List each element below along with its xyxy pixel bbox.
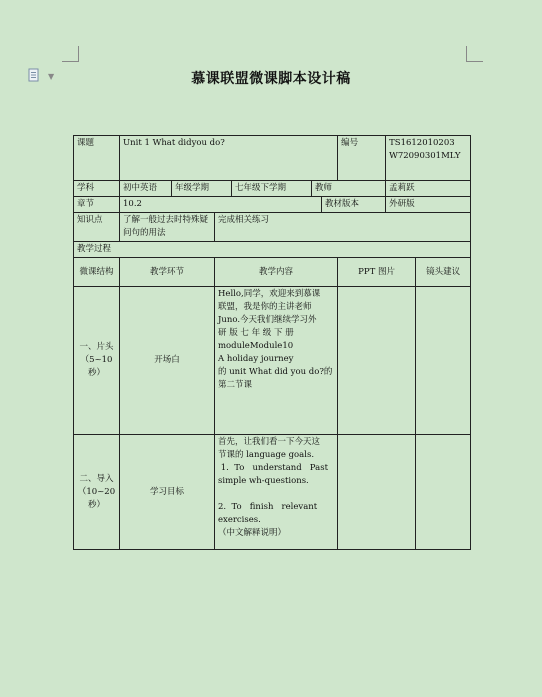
knowledge-value-1: 了解一般过去时特殊疑问句的用法 [120, 213, 215, 242]
content-line: （中文解释说明） [218, 528, 287, 538]
chevron-down-icon[interactable]: ▼ [48, 72, 55, 81]
teacher-label: 教师 [312, 181, 386, 197]
content-line: exercises. [218, 515, 261, 525]
knowledge-row [74, 213, 471, 242]
content-line: Hello,同学，欢迎来到慕课 [218, 289, 321, 299]
knowledge-value-2: 完成相关练习 [215, 213, 471, 242]
crop-mark-left-h [62, 61, 79, 62]
structure-line: （10~20 [77, 486, 116, 497]
code-value-line2: W72090301MLY [389, 151, 461, 161]
structure-line: 二、导入 [79, 473, 114, 484]
content-line: simple wh-questions. [218, 476, 309, 486]
content-line: 联盟，我是你的主讲老师 [218, 302, 312, 312]
topic-row [74, 136, 471, 181]
document-title: 慕课联盟微课脚本设计稿 [191, 71, 351, 87]
structure-line: 秒） [87, 499, 105, 510]
subject-row [74, 181, 471, 197]
content-line [218, 488, 334, 501]
knowledge-label: 知识点 [74, 213, 120, 242]
content-cell [215, 435, 338, 550]
code-label: 编号 [338, 136, 386, 181]
topic-value: Unit 1 What didyou do? [120, 136, 338, 181]
table-row [74, 435, 471, 550]
col-ppt: PPT 图片 [338, 258, 416, 287]
script-table [73, 135, 471, 550]
ppt-cell [338, 287, 416, 435]
subject-value: 初中英语 [120, 181, 172, 197]
topic-label: 课题 [74, 136, 120, 181]
code-value-line1: TS1612010203 [389, 138, 455, 148]
camera-cell [416, 435, 471, 550]
crop-mark-left-v [78, 46, 79, 62]
ppt-cell [338, 435, 416, 550]
content-line: 节课的 language goals. [218, 450, 315, 460]
table-row [74, 287, 471, 435]
chapter-value: 10.2 [120, 197, 322, 213]
grade-label: 年级学期 [172, 181, 232, 197]
crop-mark-right-v [466, 46, 467, 62]
content-line: 第二节课 [218, 380, 253, 390]
content-line: 2. To finish relevant [218, 502, 318, 512]
col-camera: 镜头建议 [416, 258, 471, 287]
content-line: 1. To understand Past [218, 463, 328, 473]
crop-mark-right-h [466, 61, 483, 62]
content-line: A holiday journey [218, 354, 294, 364]
grade-value: 七年级下学期 [232, 181, 312, 197]
chapter-row [74, 197, 471, 213]
structure-line: 秒） [87, 368, 105, 378]
step-cell: 开场白 [120, 287, 215, 435]
teacher-value: 孟莉跃 [386, 181, 471, 197]
code-value [386, 136, 471, 181]
col-structure: 微课结构 [74, 258, 120, 287]
edition-label: 教材版本 [322, 197, 386, 213]
column-header-row [74, 258, 471, 287]
process-row [74, 242, 471, 258]
content-line: 首先，让我们看一下今天这 [218, 437, 321, 447]
structure-cell [74, 435, 120, 550]
col-step: 教学环节 [120, 258, 215, 287]
content-line: Juno.今天我们继续学习外 [218, 315, 317, 325]
structure-cell [74, 287, 120, 435]
process-label: 教学过程 [74, 242, 471, 258]
subject-label: 学科 [74, 181, 120, 197]
chapter-label: 章节 [74, 197, 120, 213]
step-cell: 学习目标 [120, 435, 215, 550]
structure-line: （5~10 [80, 355, 113, 365]
content-line: 研 版 七 年 级 下 册 [218, 328, 294, 338]
content-line: 的 unit What did you do?的 [218, 367, 333, 377]
camera-cell [416, 287, 471, 435]
col-content: 教学内容 [215, 258, 338, 287]
edition-value: 外研版 [386, 197, 471, 213]
content-cell [215, 287, 338, 435]
structure-line: 一、片头 [79, 342, 114, 352]
content-line: moduleModule10 [218, 341, 294, 351]
